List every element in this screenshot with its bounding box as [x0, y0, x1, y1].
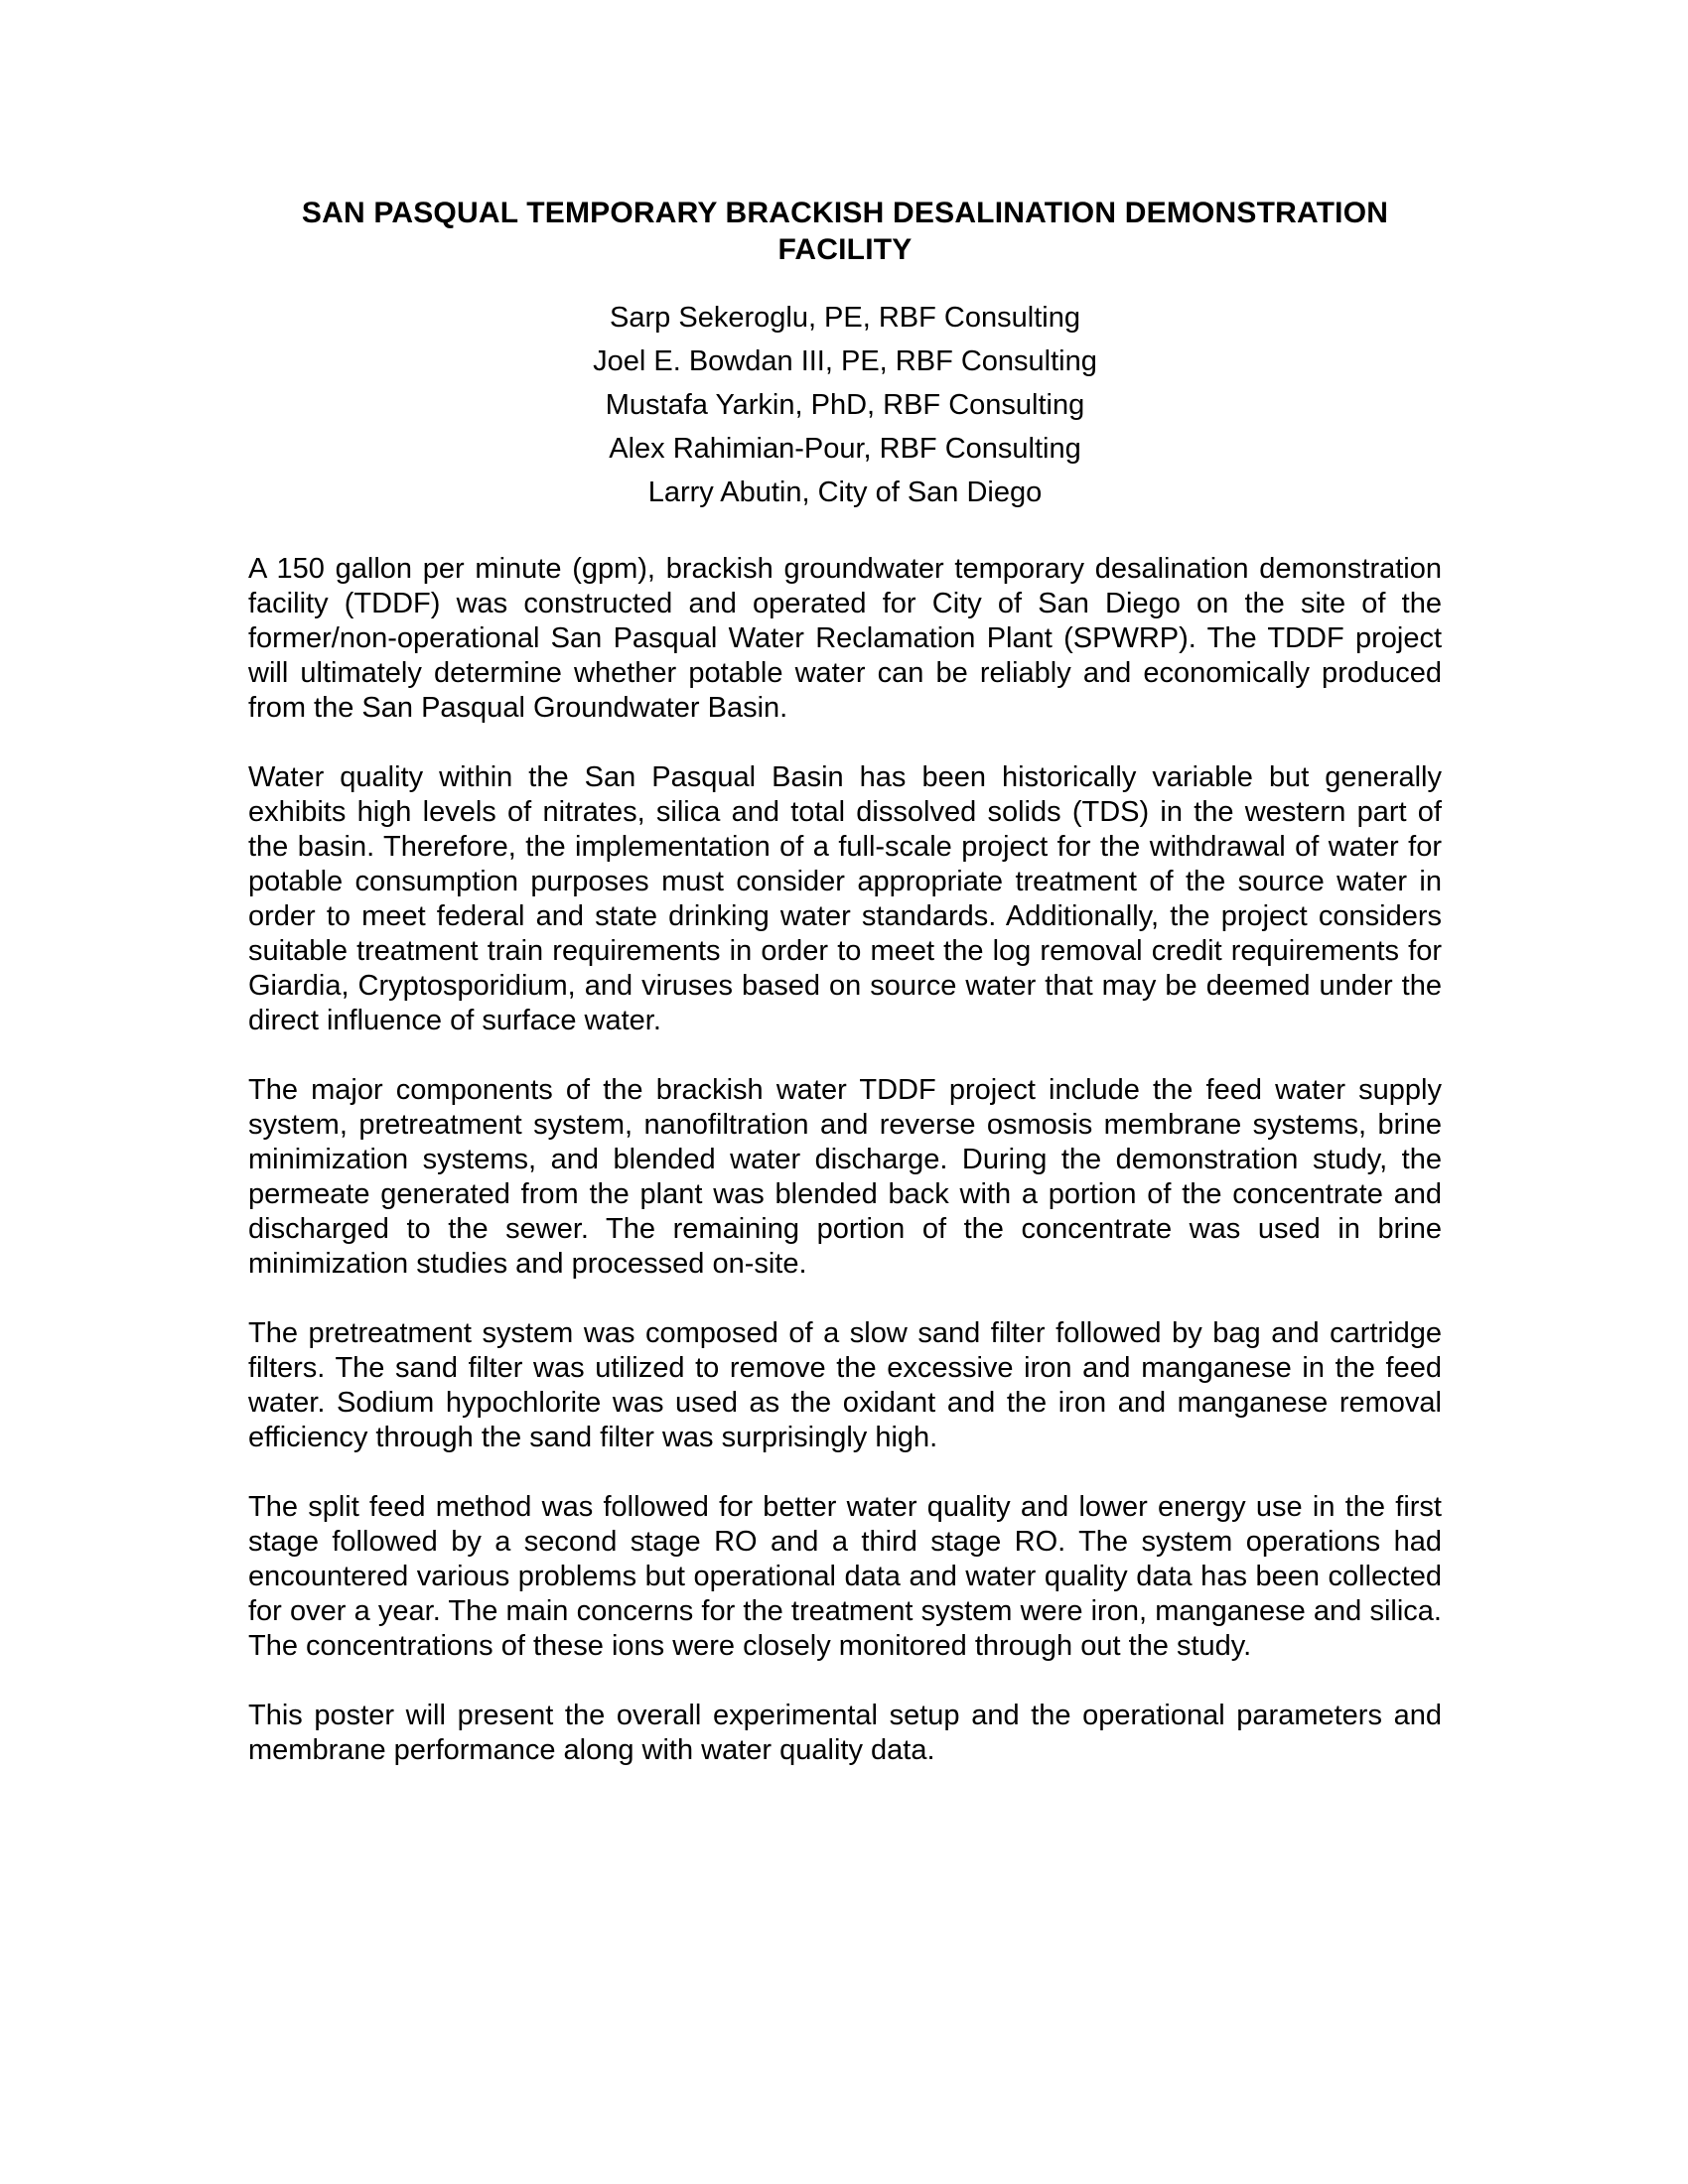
author-line: Alex Rahimian-Pour, RBF Consulting [609, 433, 1081, 465]
author-line: Joel E. Bowdan III, PE, RBF Consulting [593, 345, 1097, 377]
page-title: SAN PASQUAL TEMPORARY BRACKISH DESALINATION DEMONSTRATION FACILITY [301, 197, 1389, 266]
abstract-paragraph: The split feed method was followed for better water quality and lower energy use in the first stage followed by a second stage RO and a third stage RO. The system operations had encountered various problems but operational data and water quality data has been collected for over a year. The main concerns for the treatment system were iron, manganese and silica. The concentrations of these ions were closely monitored through out the study. [248, 1491, 1442, 1662]
author-list [248, 296, 1442, 514]
author-line: Sarp Sekeroglu, PE, RBF Consulting [610, 302, 1080, 334]
abstract-paragraph: This poster will present the overall experimental setup and the operational parameters and membrane performance along with water quality data. [248, 1700, 1442, 1766]
abstract-paragraph: The pretreatment system was composed of a slow sand filter followed by bag and cartridge filters. The sand filter was utilized to remove the excessive iron and manganese in the feed water. Sodium hypochlorite was used as the oxidant and the iron and manganese removal efficiency through the sand filter was surprisingly high. [248, 1317, 1442, 1453]
author-line: Larry Abutin, City of San Diego [647, 477, 1043, 508]
abstract-body [248, 552, 1442, 1768]
abstract-paragraph: Water quality within the San Pasqual Basin has been historically variable but generally exhibits high levels of nitrates, silica and total dissolved solids (TDS) in the western part of the basin. Therefore, the implementation of a full-scale project for the withdrawal of water for potable consumption purposes must consider appropriate treatment of the source water in order to meet federal and state drinking water standards. Additionally, the project considers suitable treatment train requirements in order to meet the log removal credit requirements for Giardia, Cryptosporidium, and viruses based on source water that may be deemed under the direct influence of surface water. [248, 761, 1442, 1036]
abstract-paragraph: A 150 gallon per minute (gpm), brackish groundwater temporary desalination demonstration facility (TDDF) was constructed and operated for City of San Diego on the site of the former/non-operational San Pasqual Water Reclamation Plant (SPWRP). The TDDF project will ultimately determine whether potable water can be reliably and economically produced from the San Pasqual Groundwater Basin. [248, 553, 1442, 724]
abstract-paragraph: The major components of the brackish water TDDF project include the feed water supply system, pretreatment system, nanofiltration and reverse osmosis membrane systems, brine minimization systems, and blended water discharge. During the demonstration study, the permeate generated from the plant was blended back with a portion of the concentrate and discharged to the sewer. The remaining portion of the concentrate was used in brine minimization studies and processed on-site. [248, 1074, 1442, 1280]
author-line: Mustafa Yarkin, PhD, RBF Consulting [605, 389, 1085, 421]
